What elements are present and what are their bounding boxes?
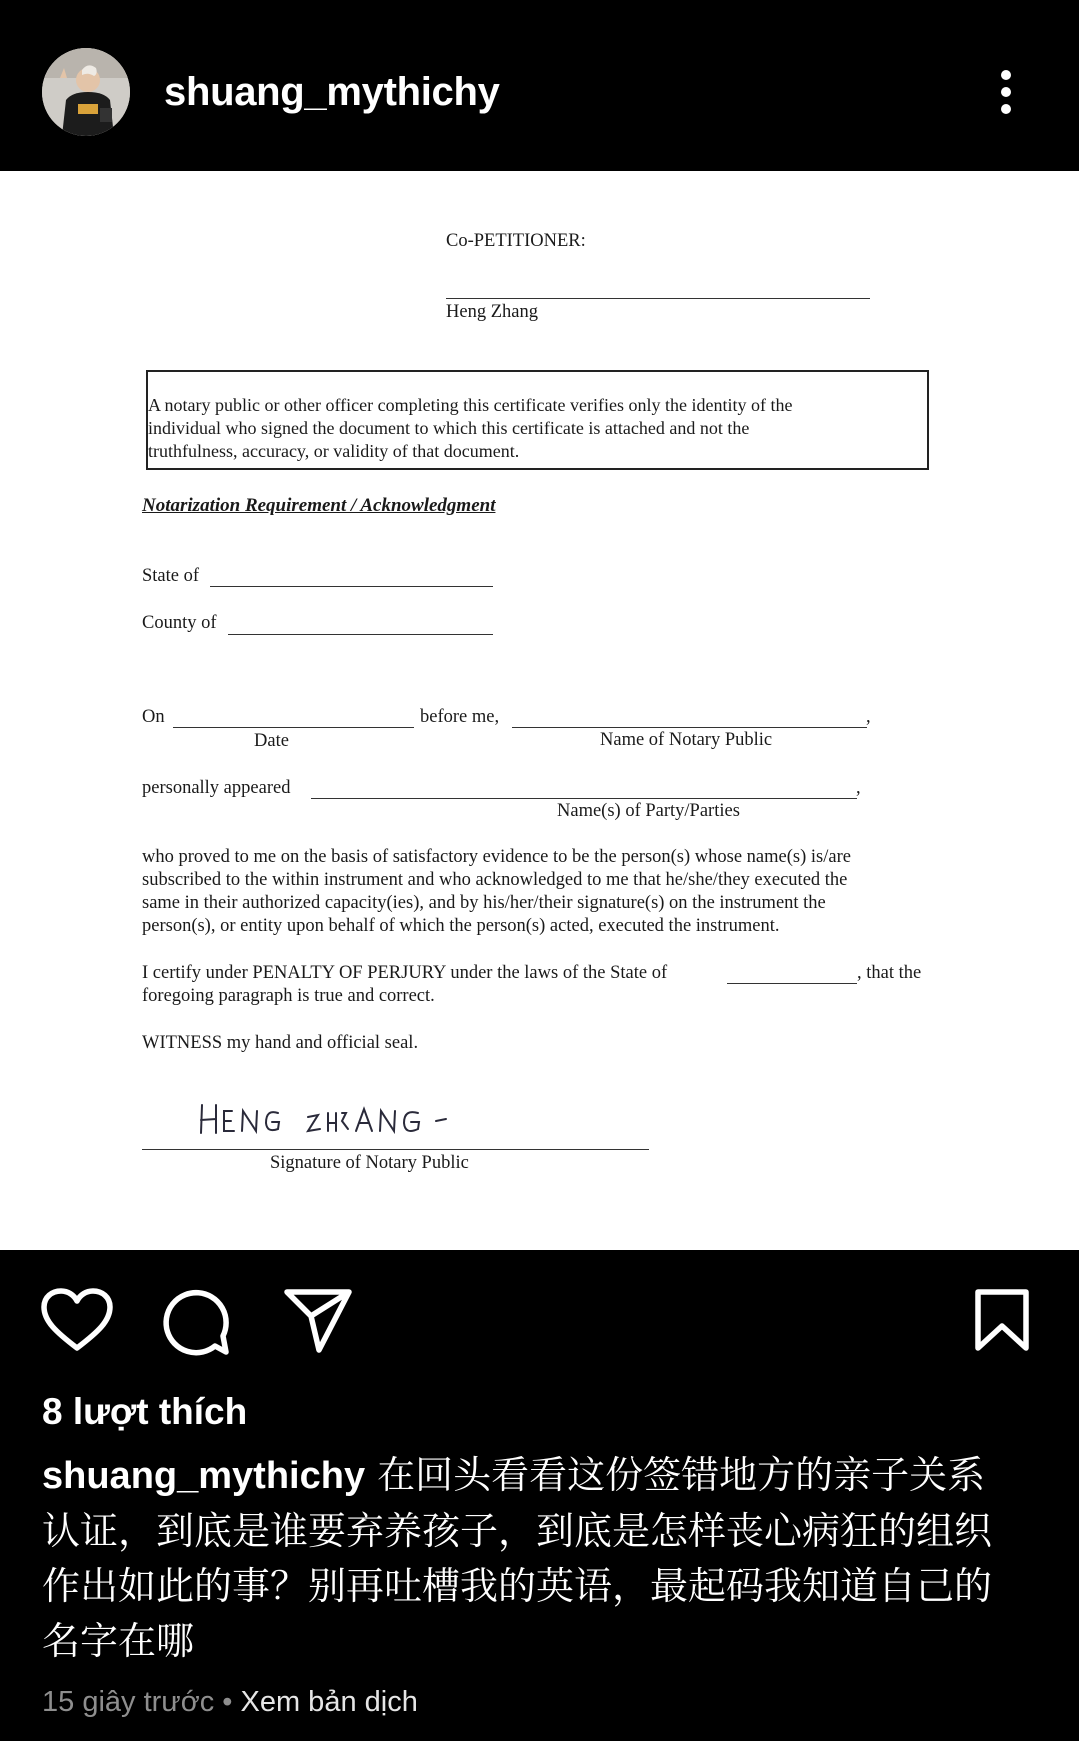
more-options-button[interactable] bbox=[988, 64, 1024, 120]
post-image-document[interactable] bbox=[0, 171, 1079, 1250]
appeared-label: personally appeared bbox=[142, 778, 291, 798]
on-label: On bbox=[142, 707, 165, 727]
post-actions bbox=[0, 1250, 1079, 1390]
post-time: 15 giây trước bbox=[42, 1686, 215, 1718]
more-vertical-icon bbox=[1001, 70, 1011, 80]
caption-username[interactable]: shuang_mythichy bbox=[42, 1455, 366, 1497]
translate-link[interactable]: Xem bản dịch bbox=[240, 1686, 418, 1718]
body-line: subscribed to the within instrument and who acknowledged to me that he/she/they executed the bbox=[142, 870, 848, 890]
like-button[interactable] bbox=[40, 1288, 114, 1359]
username[interactable]: shuang_mythichy bbox=[164, 70, 500, 114]
comma: , bbox=[866, 707, 871, 727]
handwritten-signature bbox=[196, 1099, 496, 1145]
signature-caption: Signature of Notary Public bbox=[270, 1153, 469, 1173]
county-label: County of bbox=[142, 613, 217, 633]
notary-name-caption: Name of Notary Public bbox=[600, 730, 773, 750]
send-icon bbox=[283, 1288, 353, 1354]
heart-icon bbox=[40, 1288, 114, 1354]
caption-text: 在回头看看这份签错地方的亲子关系认证，到底是谁要弃养孩子，到底是怎样丧心病狂的组织作出如此的事？别再吐槽我的英语，最起码我知道自己的名字在哪 bbox=[42, 1453, 993, 1663]
state-line bbox=[210, 586, 493, 587]
co-petitioner-label: Co-PETITIONER: bbox=[446, 231, 586, 251]
avatar[interactable] bbox=[42, 48, 130, 136]
body-line: same in their authorized capacity(ies), and by his/her/their signature(s) on the instrument the bbox=[142, 893, 826, 913]
more-dot bbox=[1001, 104, 1011, 114]
comment-icon bbox=[160, 1286, 232, 1358]
save-button[interactable] bbox=[973, 1288, 1031, 1357]
co-petitioner-signature-line bbox=[446, 298, 870, 299]
certify-text-right: , that the bbox=[857, 963, 922, 983]
date-caption: Date bbox=[254, 731, 289, 751]
notice-line: A notary public or other officer completing this certificate verifies only the identity of the bbox=[148, 395, 793, 415]
state-label: State of bbox=[142, 566, 200, 586]
bookmark-icon bbox=[973, 1288, 1031, 1352]
notary-signature-line bbox=[142, 1149, 649, 1150]
more-dot bbox=[1001, 87, 1011, 97]
share-button[interactable] bbox=[283, 1288, 353, 1359]
date-line bbox=[173, 727, 414, 728]
parties-caption: Name(s) of Party/Parties bbox=[557, 801, 740, 821]
avatar-photo bbox=[42, 48, 130, 136]
certify-text: I certify under PENALTY OF PERJURY under the laws of the State of bbox=[142, 963, 668, 983]
post-meta bbox=[42, 1686, 418, 1719]
likes-count[interactable]: 8 lượt thích bbox=[42, 1391, 248, 1432]
comment-button[interactable] bbox=[160, 1286, 232, 1363]
notarization-heading: Notarization Requirement / Acknowledgment bbox=[142, 495, 496, 516]
post-header bbox=[0, 0, 1079, 171]
before-me-label: before me, bbox=[420, 707, 500, 727]
comma: , bbox=[856, 778, 861, 798]
certify-text-line2: foregoing paragraph is true and correct. bbox=[142, 986, 435, 1006]
body-line: person(s), or entity upon behalf of which the person(s) acted, executed the instrument. bbox=[142, 916, 780, 936]
county-line bbox=[228, 634, 493, 635]
witness-text: WITNESS my hand and official seal. bbox=[142, 1033, 419, 1053]
notice-line: truthfulness, accuracy, or validity of that document. bbox=[148, 441, 520, 461]
post-caption bbox=[42, 1448, 1022, 1669]
notary-name-line bbox=[512, 727, 867, 728]
notice-line: individual who signed the document to which this certificate is attached and not the bbox=[148, 418, 750, 438]
parties-line bbox=[311, 798, 857, 799]
meta-separator: • bbox=[222, 1686, 233, 1718]
co-petitioner-name: Heng Zhang bbox=[446, 302, 538, 322]
notice-box bbox=[146, 370, 929, 470]
body-line: who proved to me on the basis of satisfactory evidence to be the person(s) whose name(s) is/are bbox=[142, 847, 851, 867]
certify-state-line bbox=[727, 983, 857, 984]
